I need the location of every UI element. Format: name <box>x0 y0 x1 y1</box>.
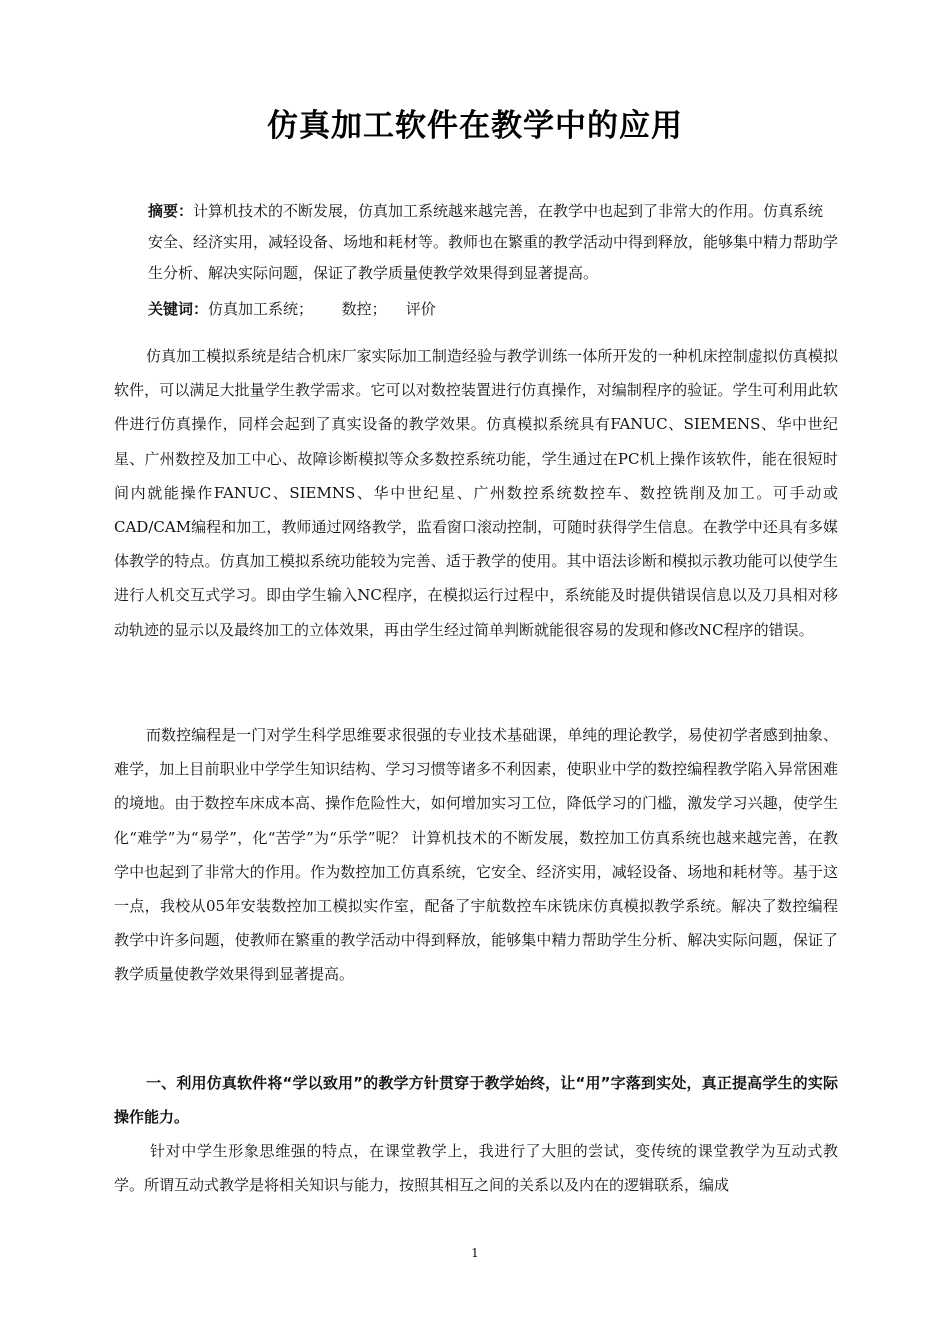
abstract-label: 摘要： <box>148 202 194 220</box>
section-heading: 一、利用仿真软件将“学以致用”的教学方针贯穿于教学始终，让“用”字落到实处，真正提高学生的实际操作能力。 <box>114 1074 838 1126</box>
abstract-text: 计算机技术的不断发展，仿真加工系统越来越完善，在教学中也起到了非常大的作用。仿真系统安全、经济实用，减轻设备、场地和耗材等。教师也在繁重的教学活动中得到释放，能够集中精力帮助学生分析、解决实际问题，保证了教学质量使教学效果得到显著提高。 <box>148 202 839 282</box>
body-paragraph-3: 针对中学生形象思维强的特点，在课堂教学上，我进行了大胆的尝试，变传统的课堂教学为互动式教学。所谓互动式教学是将相关知识与能力，按照其相互之间的关系以及内在的逻辑联系，编成 <box>114 1142 838 1195</box>
keywords-text: 仿真加工系统； 数控； 评价 <box>208 300 436 318</box>
keywords-block <box>148 296 838 322</box>
keywords-label: 关键词： <box>148 300 209 318</box>
body-paragraph-1: 仿真加工模拟系统是结合机床厂家实际加工制造经验与教学训练一体所开发的一种机床控制虚拟仿真模拟软件，可以满足大批量学生教学需求。它可以对数控装置进行仿真操作，对编制程序的验证。学生可利用此软件进行仿真操作，同样会起到了真实设备的教学效果。仿真模拟系统具有FANUC、SIEMENS、华中世纪星、广州数控及加工中心、故障诊断模拟等众多数控系统功能，学生通过在PC机上操作该软件，能在很短时间内就能操作FANUC、SIEMNS、华中世纪星、广州数控系统数控车、数控铣削及加工。可手动或CAD/CAM编程和加工，教师通过网络教学，监看窗口滚动控制，可随时获得学生信息。在教学中还具有多媒体教学的特点。仿真加工模拟系统功能较为完善、适于教学的使用。其中语法诊断和模拟示教功能可以使学生进行人机交互式学习。即由学生输入NC程序，在模拟运行过程中，系统能及时提供错误信息以及刀具相对移动轨迹的显示以及最终加工的立体效果，再由学生经过简单判断就能很容易的发现和修改NC程序的错误。 <box>114 347 838 639</box>
document-title: 仿真加工软件在教学中的应用 <box>267 108 683 144</box>
page-number: 1 <box>471 1246 479 1260</box>
body-paragraph-2: 而数控编程是一门对学生科学思维要求很强的专业技术基础课，单纯的理论教学，易使初学者感到抽象、难学，加上目前职业中学学生知识结构、学习习惯等诸多不利因素，使职业中学的数控编程教学陷入异常困难的境地。由于数控车床成本高、操作危险性大，如何增加实习工位，降低学习的门槛，激发学习兴趣，使学生化“难学”为“易学”，化“苦学”为“乐学”呢？ 计算机技术的不断发展，数控加工仿真系统也越来越完善，在教学中也起到了非常大的作用。作为数控加工仿真系统，它安全、经济实用，减轻设备、场地和耗材等。基于这一点，我校从05年安装数控加工模拟实作室，配备了宇航数控车床铣床仿真模拟教学系统。解决了数控编程教学中许多问题，使教师在繁重的教学活动中得到释放，能够集中精力帮助学生分析、解决实际问题，保证了教学质量使教学效果得到显著提高。 <box>114 726 838 984</box>
abstract-block <box>148 196 838 289</box>
